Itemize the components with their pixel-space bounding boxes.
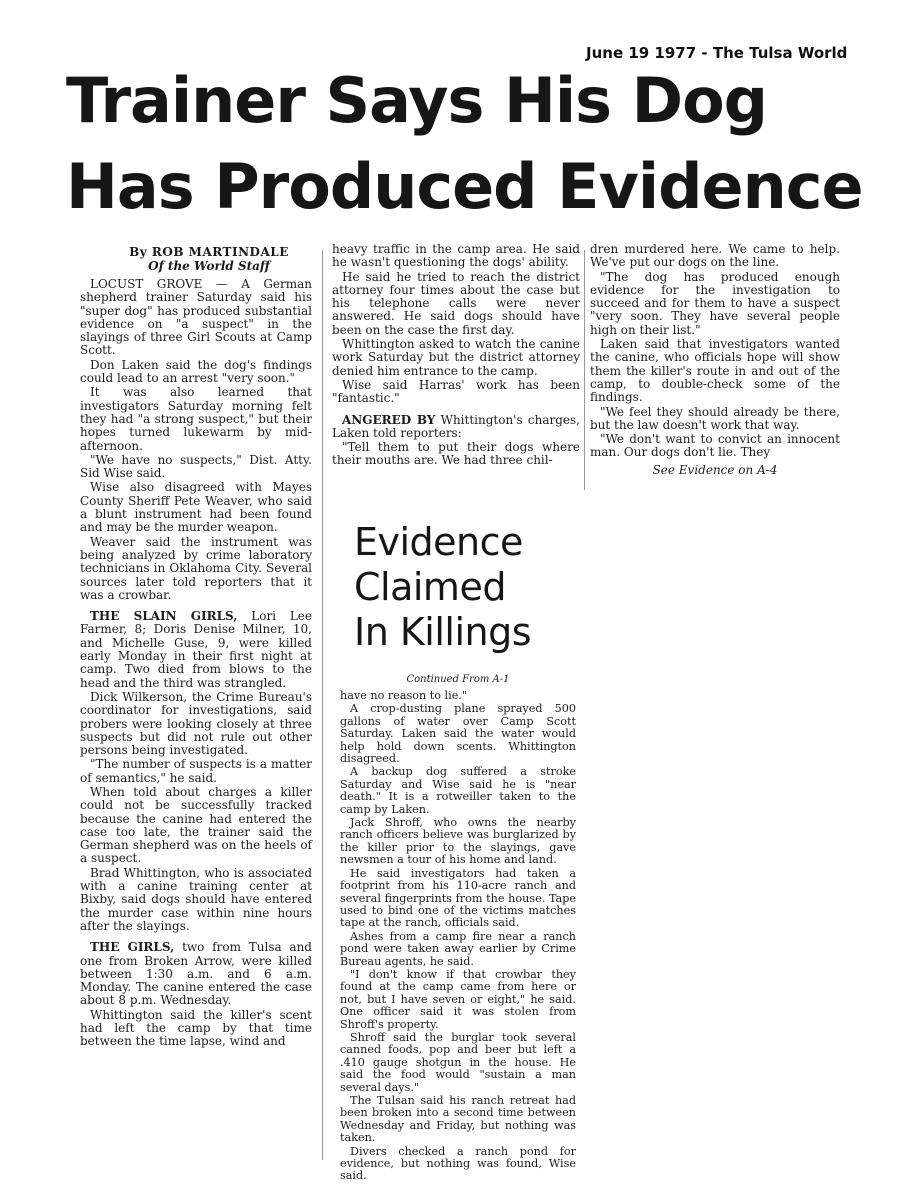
paragraph: A backup dog suffered a stroke Saturday and Wise said he is "near death." It is a rotweiller taken to the camp by Laken. — [340, 765, 576, 816]
source-date-label: June 19 1977 - The Tulsa World — [586, 44, 848, 62]
headline-line-1: Trainer Says His Dog — [66, 64, 768, 137]
paragraph: When told about charges a killer could not be successfully tracked because the canine had entered the case too late, the trainer said the German shepherd was on the heels of a suspect. — [80, 784, 312, 866]
paragraph: He said investigators had taken a footprint from his 110-acre ranch and several fingerprints from the house. Tape used to bind one of the victims matches tape at the ranch, officials said. — [340, 866, 576, 930]
paragraph: Whittington asked to watch the canine work Saturday but the district attorney denied him entrance to the camp. — [332, 337, 580, 378]
subhead-lead: THE GIRLS, — [90, 940, 175, 955]
paragraph: have no reason to lie." — [340, 689, 468, 702]
byline-author: By ROB MARTINDALE — [129, 245, 289, 259]
paragraph: "The number of suspects is a matter of semantics," he said. — [80, 757, 312, 785]
sidebar-headline-line: In Killings — [354, 610, 532, 654]
paragraph: Laken said that investigators wanted the canine, who officials hope will show them the killer's route in and out of the camp, to double-check some of the findings. — [590, 337, 840, 405]
headline-line-2: Has Produced Evidence — [66, 150, 863, 223]
continued-from-label: Continued From A-1 — [406, 674, 510, 685]
column-divider — [584, 250, 585, 490]
subhead-text: two from Tulsa and one from Broken Arrow, were killed between 1:30 a.m. and 6 a.m. Monday. The canine entered the case about 8 p.m. Wednesday. — [80, 940, 312, 1008]
paragraph: "We don't want to convict an innocent man. Our dogs don't lie. They — [590, 432, 840, 460]
paragraph: Shroff said the burglar took several canned foods, pop and beer but left a .410 gauge shotgun in the house. He said the food would "sustain a man several days." — [340, 1030, 576, 1094]
subhead-lead: THE SLAIN GIRLS, — [90, 609, 238, 624]
sidebar-headline-line: Evidence — [354, 520, 523, 564]
paragraph: Jack Shroff, who owns the nearby ranch officers believe was burglarized by the killer prior to the slayings, gave newsmen a tour of his home and land. — [340, 816, 576, 867]
paragraph: Don Laken said the dog's findings could lead to an arrest "very soon." — [80, 357, 312, 386]
paragraph: Wise also disagreed with Mayes County Sheriff Pete Weaver, who said a blunt instrument had been found and may be the murder weapon. — [80, 480, 312, 535]
article-column-2 — [332, 243, 580, 469]
subhead-paragraph — [332, 414, 580, 441]
article-column-3 — [590, 243, 840, 478]
paragraph: "Tell them to put their dogs where their mouths are. We had three chil- — [332, 440, 580, 468]
paragraph: "We feel they should already be there, but the law doesn't work that way. — [590, 404, 840, 432]
paragraph: "We have no suspects," Dist. Atty. Sid Wise said. — [80, 452, 312, 481]
column-divider — [322, 250, 323, 1160]
byline — [94, 245, 324, 273]
article-column-1 — [80, 278, 312, 1050]
paragraph: heavy traffic in the camp area. He said he wasn't questioning the dogs' ability. — [332, 242, 580, 270]
sidebar-headline — [354, 520, 594, 655]
paragraph: Brad Whittington, who is associated with a canine training center at Bixby, said dogs should have entered the murder case within nine hours after the slayings. — [80, 865, 312, 933]
sidebar-headline-line: Claimed — [354, 565, 506, 609]
paragraph: Divers checked a ranch pond for evidence, but nothing was found, Wise said. — [340, 1144, 576, 1183]
paragraph: dren murdered here. We came to help. We've put our dogs on the line. — [590, 242, 840, 270]
paragraph: "I don't know if that crowbar they found at the camp came from here or not, but I have seven or eight," he said. One officer said it was stolen from Shroff's property. — [340, 967, 576, 1031]
subhead-text: Lori Lee Farmer, 8; Doris Denise Milner, 10, and Michelle Guse, 9, were killed early Monday in their first night at camp. Two died from blows to the head and the third was strangled. — [80, 609, 312, 690]
paragraph: "The dog has produced enough evidence for the investigation to succeed and for them to have a suspect "very soon. They have several people high on their list." — [590, 269, 840, 337]
subhead-text: Whittington's charges, Laken told reporters: — [332, 412, 580, 440]
paragraph: Dick Wilkerson, the Crime Bureau's coordinator for investigations, said probers were looking closely at three suspects but did not rule out other persons being investigated. — [80, 689, 312, 758]
subhead-paragraph — [80, 610, 312, 690]
subhead-lead: ANGERED BY — [342, 412, 436, 427]
paragraph: Wise said Harras' work has been "fantastic." — [332, 377, 580, 406]
paragraph: Ashes from a camp fire near a ranch pond were taken away earlier by Crime Bureau agents, he said. — [340, 929, 576, 968]
paragraph: He said he tried to reach the district attorney four times about the case but his telephone calls were never answered. He said dogs should have been on the case the first day. — [332, 269, 580, 337]
continuation-note: See Evidence on A-4 — [652, 462, 778, 477]
paragraph: LOCUST GROVE — A German shepherd trainer Saturday said his "super dog" has produced substantial evidence on "a suspect" in the slayings of three Girl Scouts at Camp Scott. — [80, 277, 312, 358]
paragraph: Weaver said the instrument was being analyzed by crime laboratory technicians in Oklahoma City. Several sources later told reporters that it was a crowbar. — [80, 534, 312, 602]
paragraph: A crop-dusting plane sprayed 500 gallons of water over Camp Scott Saturday. Laken said the water would help hold down scents. Whittington disagreed. — [340, 702, 576, 766]
paragraph: The Tulsan said his ranch retreat had been broken into a second time between Wednesday and Friday, but nothing was taken. — [340, 1094, 576, 1145]
sidebar-column — [340, 690, 576, 1184]
byline-org: Of the World Staff — [148, 259, 270, 273]
paragraph: Whittington said the killer's scent had left the camp by that time between the time lapse, wind and — [80, 1007, 312, 1049]
paragraph: It was also learned that investigators Saturday morning felt they had "a strong suspect," but their hopes turned lukewarm by mid-afternoon. — [80, 385, 312, 453]
subhead-paragraph — [80, 941, 312, 1007]
